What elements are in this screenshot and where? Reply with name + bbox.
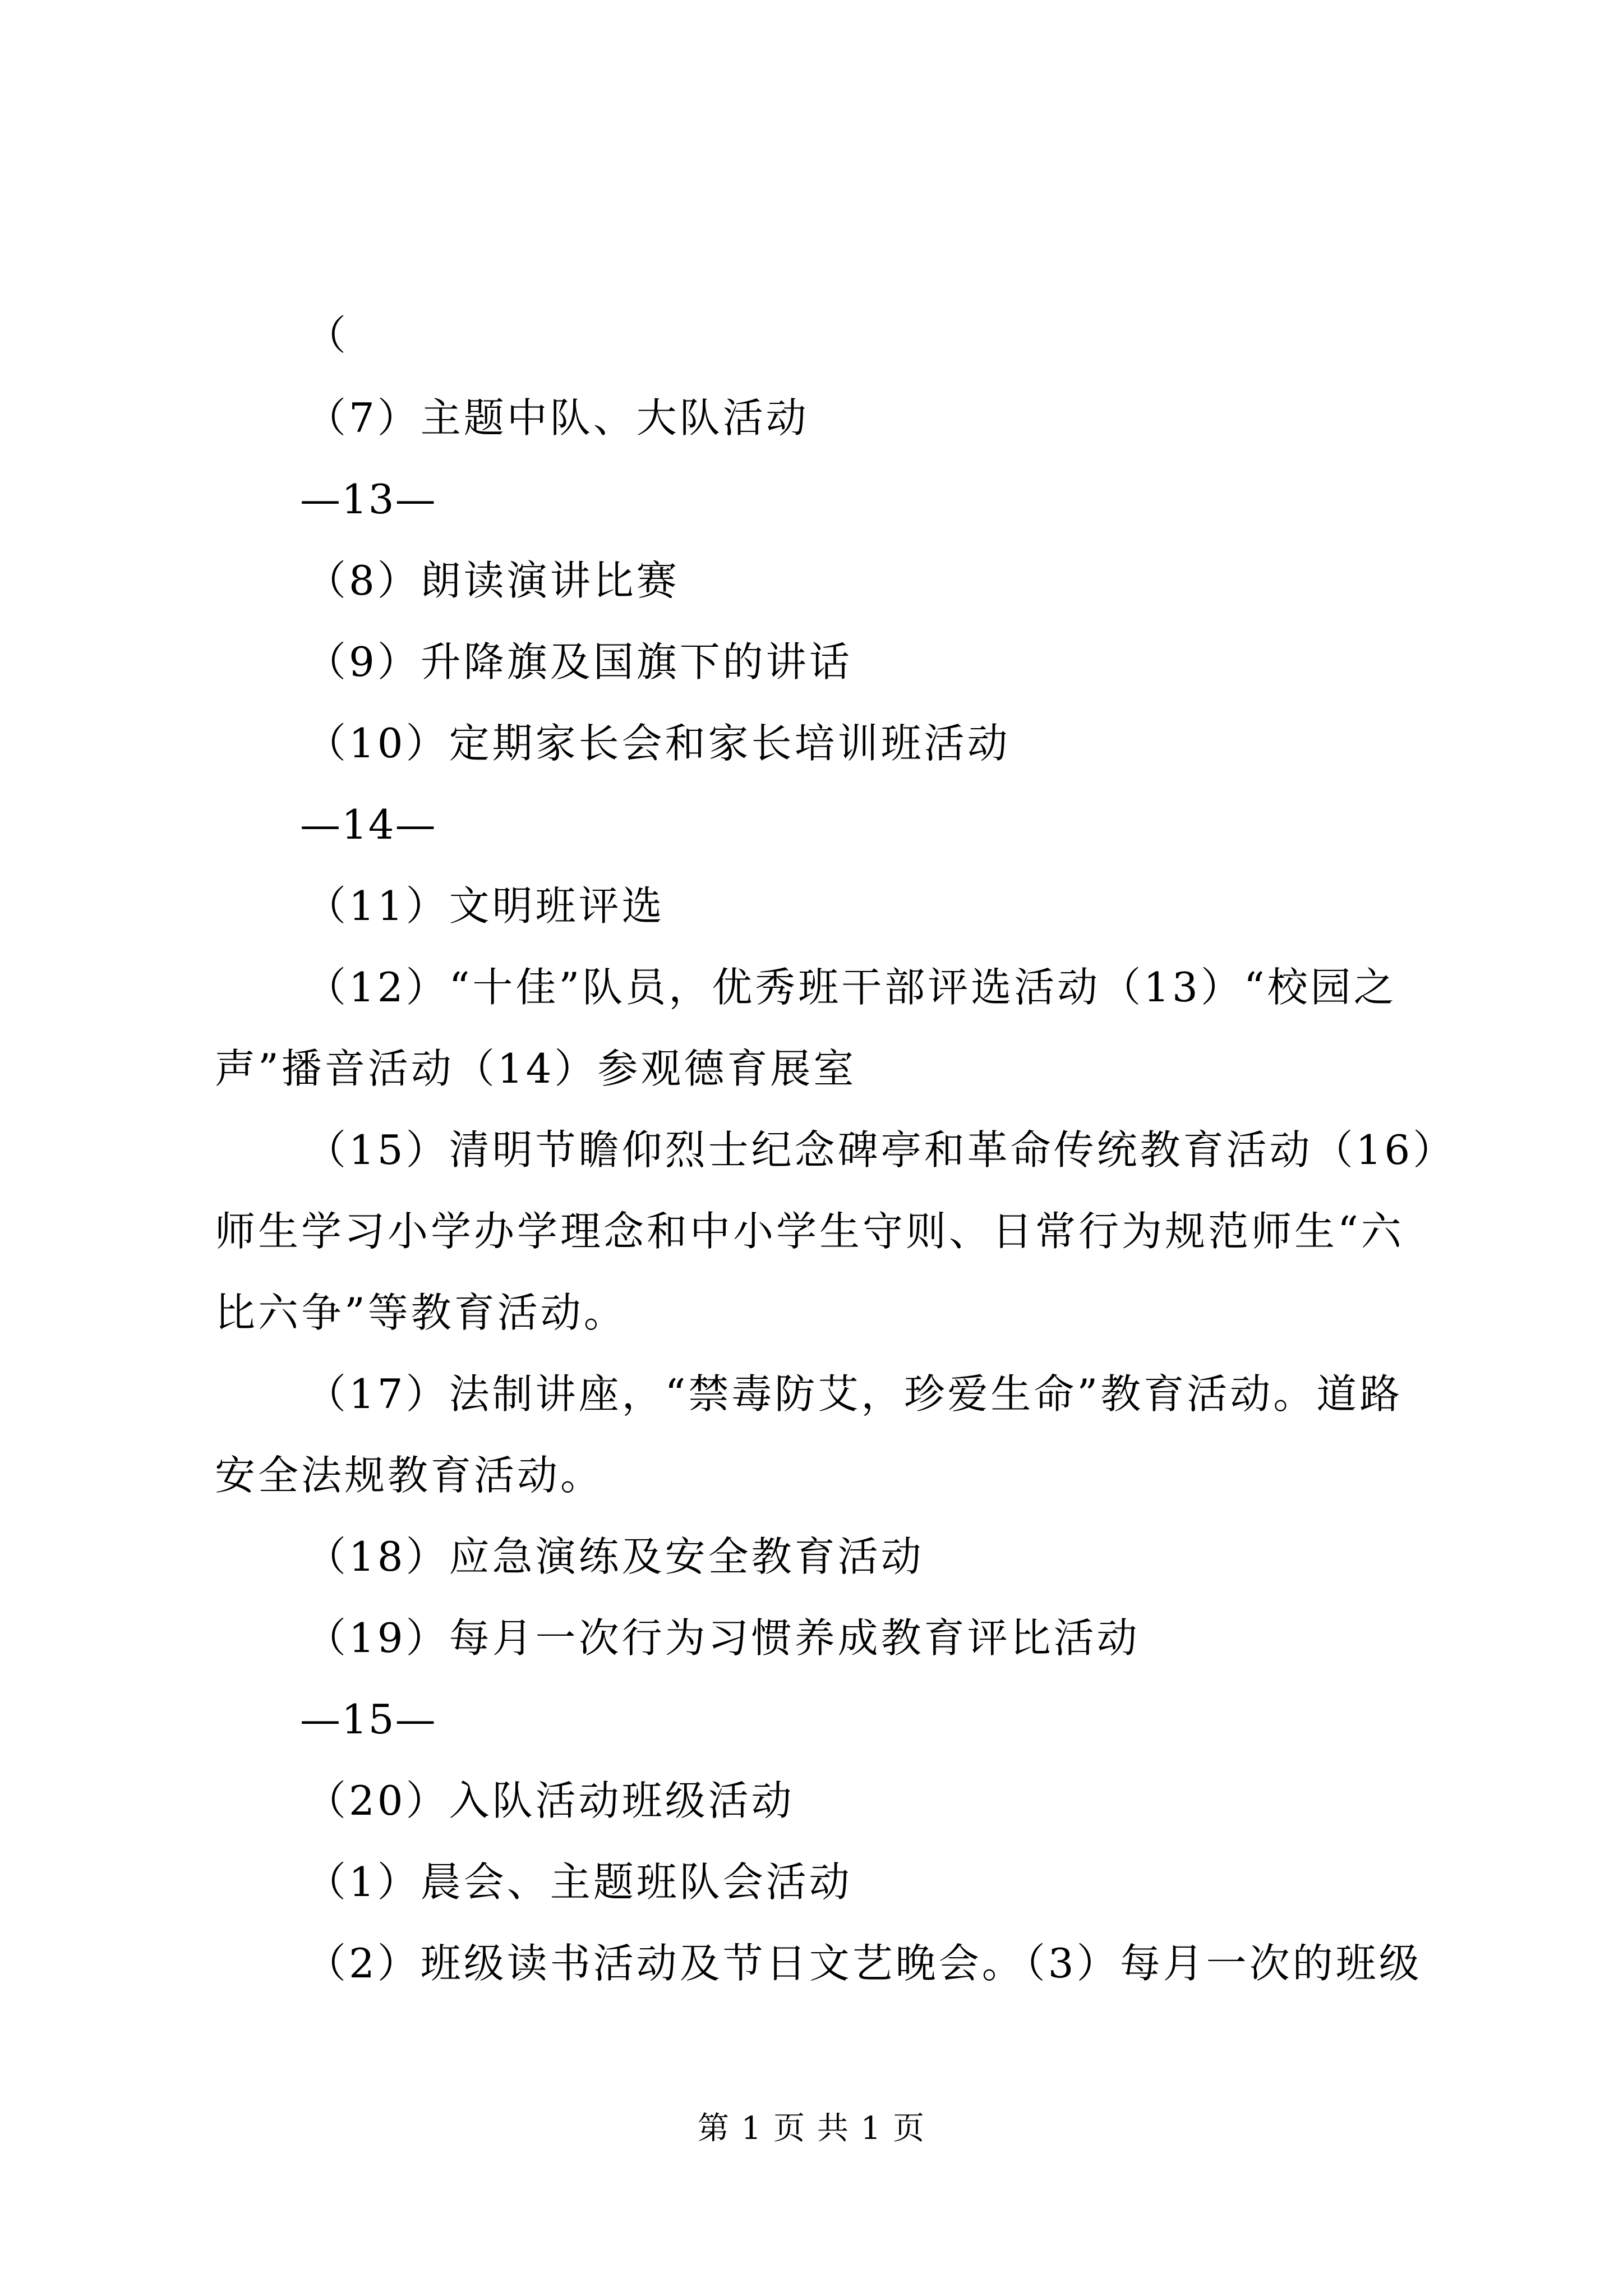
text-line: （8）朗读演讲比赛 <box>306 557 680 604</box>
text-line: （19）每月一次行为习惯养成教育评比活动 <box>306 1614 1140 1662</box>
text-line: （15）清明节瞻仰烈士纪念碑亭和革命传统教育活动（16） <box>306 1126 1456 1174</box>
text-line: （17）法制讲座，“禁毒防艾，珍爱生命”教育活动。道路 <box>306 1370 1403 1418</box>
text-line: 安全法规教育活动。 <box>215 1452 604 1499</box>
page-marker: —14— <box>300 801 437 848</box>
page-marker: —13— <box>300 476 437 523</box>
text-line: （7）主题中队、大队活动 <box>306 394 809 441</box>
text-line: 比六争”等教育活动。 <box>215 1289 627 1336</box>
text-line: （9）升降旗及国旗下的讲话 <box>306 638 852 685</box>
text-line: （2）班级读书活动及节日文艺晚会。（3）每月一次的班级 <box>306 1940 1422 1987</box>
text-line: （11）文明班评选 <box>306 882 665 930</box>
text-line: 师生学习小学办学理念和中小学生守则、日常行为规范师生“六 <box>215 1208 1404 1255</box>
text-line: （18）应急演练及安全教育活动 <box>306 1533 924 1580</box>
text-line: （ <box>306 312 349 359</box>
text-line: 声”播音活动（14）参观德育展室 <box>215 1045 857 1092</box>
text-line: （12）“十佳”队员，优秀班干部评选活动（13）“校园之 <box>306 964 1397 1011</box>
text-line: （20）入队活动班级活动 <box>306 1777 795 1824</box>
text-line: （10）定期家长会和家长培训班活动 <box>306 720 1011 767</box>
text-line: （1）晨会、主题班队会活动 <box>306 1858 852 1906</box>
page-marker: —15— <box>300 1696 437 1743</box>
page-footer: 第 1 页 共 1 页 <box>697 2110 926 2147</box>
